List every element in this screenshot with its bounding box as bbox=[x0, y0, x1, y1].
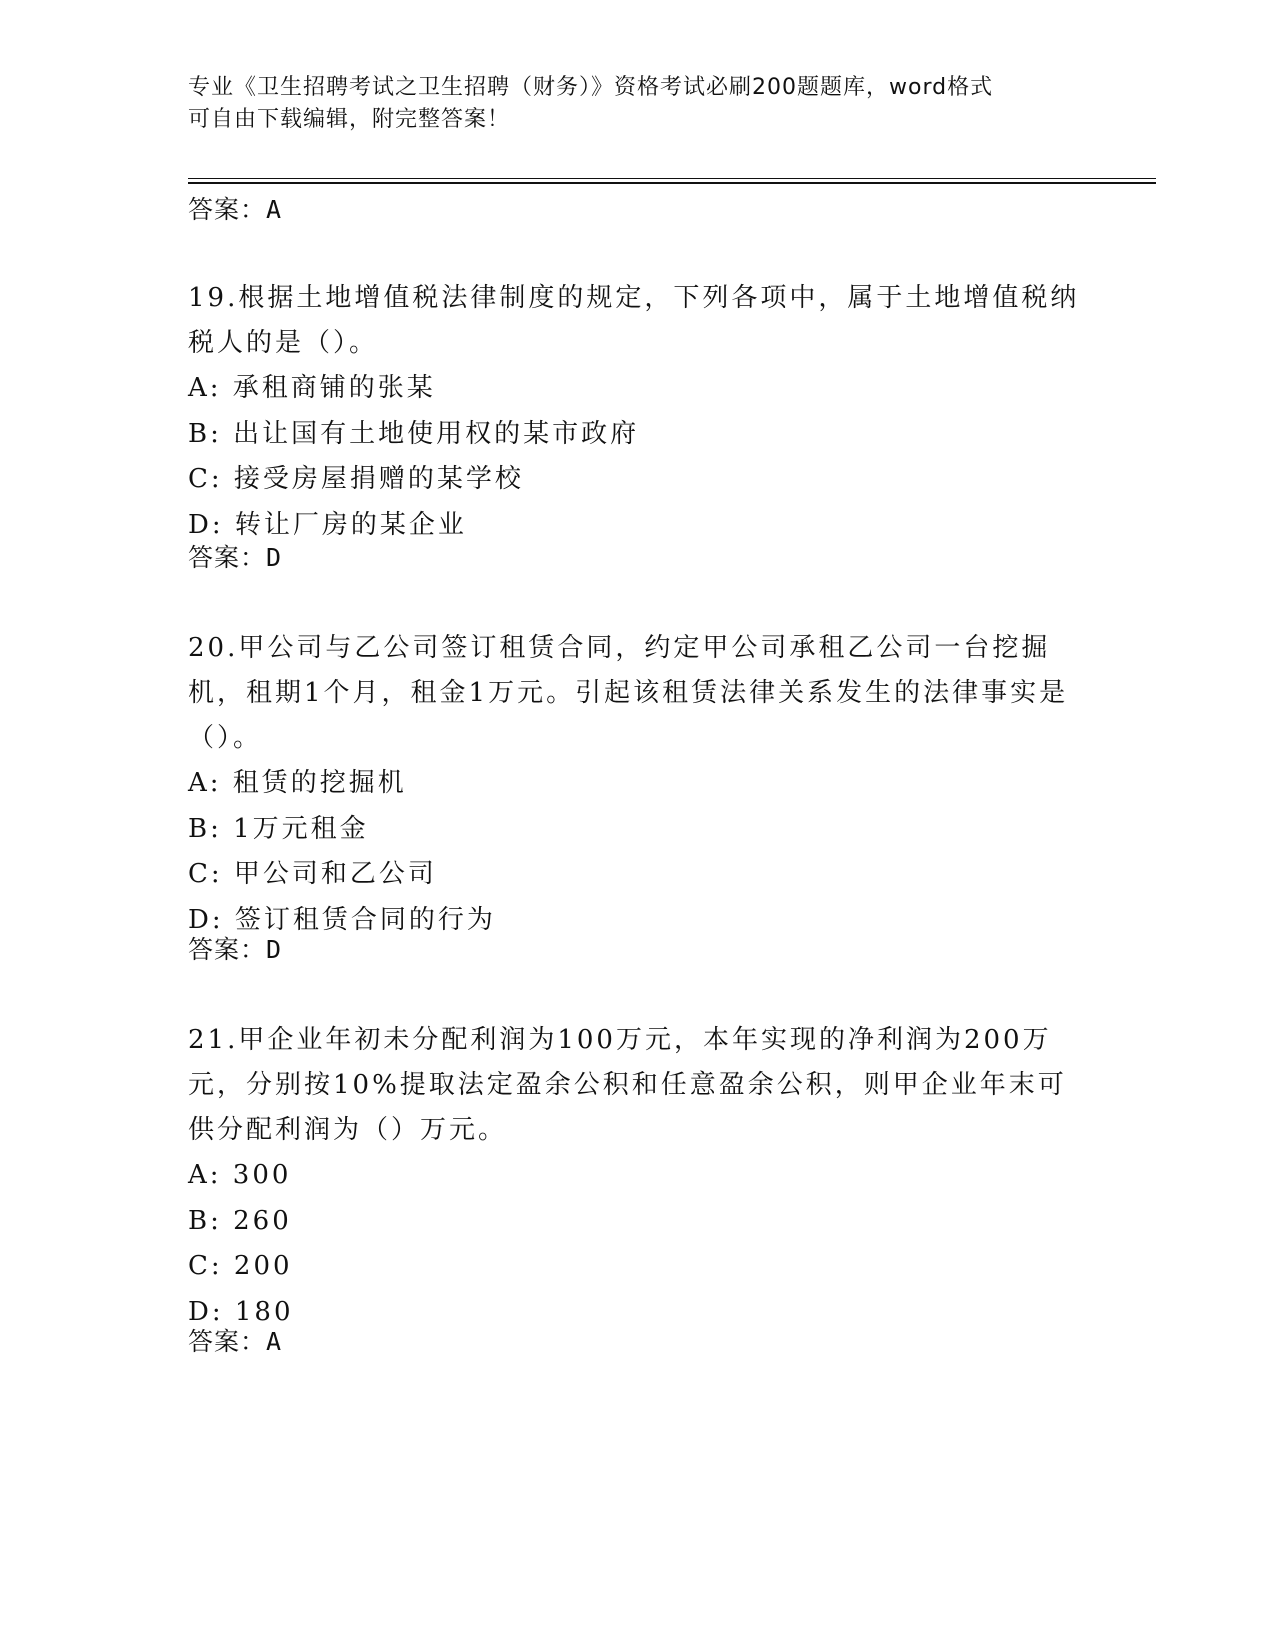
header-divider-thin bbox=[188, 178, 1156, 179]
option-d: D: 转让厂房的某企业 bbox=[188, 509, 467, 540]
answer-line-21 bbox=[188, 1322, 282, 1358]
answer-value: D bbox=[266, 543, 283, 572]
option-d: D: 签订租赁合同的行为 bbox=[188, 904, 496, 935]
document-header bbox=[188, 72, 1088, 136]
answer-prefix: 答案： bbox=[188, 935, 267, 964]
option-d: D: 180 bbox=[188, 1296, 294, 1327]
option-c: C: 200 bbox=[188, 1251, 293, 1281]
option-b: B: 260 bbox=[188, 1205, 292, 1236]
question-text: 19.根据土地增值税法律制度的规定，下列各项中，属于土地增值税纳税人的是（）。 bbox=[188, 283, 1080, 358]
answer-prefix: 答案： bbox=[188, 195, 267, 224]
question-21 bbox=[188, 1018, 1088, 1335]
question-text: 20.甲公司与乙公司签订租赁合同，约定甲公司承租乙公司一台挖掘机，租期1个月，租金1万元。引起该租赁法律关系发生的法律事实是（）。 bbox=[188, 633, 1069, 753]
answer-value: D bbox=[266, 935, 283, 964]
question-19 bbox=[188, 276, 1088, 548]
header-line-1: 专业《卫生招聘考试之卫生招聘（财务）》资格考试必刷200题题库，word格式 bbox=[188, 75, 994, 100]
answer-value: A bbox=[266, 195, 283, 224]
question-20 bbox=[188, 626, 1088, 943]
header-divider-thick bbox=[188, 182, 1156, 184]
answer-line-19 bbox=[188, 538, 282, 574]
option-b: B: 1万元租金 bbox=[188, 813, 369, 844]
answer-prefix: 答案： bbox=[188, 543, 267, 572]
answer-line-prev bbox=[188, 190, 282, 226]
answer-prefix: 答案： bbox=[188, 1327, 267, 1356]
option-a: A: 300 bbox=[188, 1160, 292, 1190]
answer-value: A bbox=[266, 1327, 283, 1356]
answer-line-20 bbox=[188, 930, 282, 966]
option-a: A: 租赁的挖掘机 bbox=[188, 768, 407, 798]
header-line-2: 可自由下载编辑，附完整答案！ bbox=[188, 107, 511, 132]
option-c: C: 接受房屋捐赠的某学校 bbox=[188, 464, 524, 494]
option-a: A: 承租商铺的张某 bbox=[188, 373, 436, 403]
option-b: B: 出让国有土地使用权的某市政府 bbox=[188, 418, 640, 449]
option-c: C: 甲公司和乙公司 bbox=[188, 859, 437, 889]
question-text: 21.甲企业年初未分配利润为100万元，本年实现的净利润为200万元，分别按10%提取法定盈余公积和任意盈余公积，则甲企业年末可供分配利润为（）万元。 bbox=[188, 1025, 1067, 1145]
